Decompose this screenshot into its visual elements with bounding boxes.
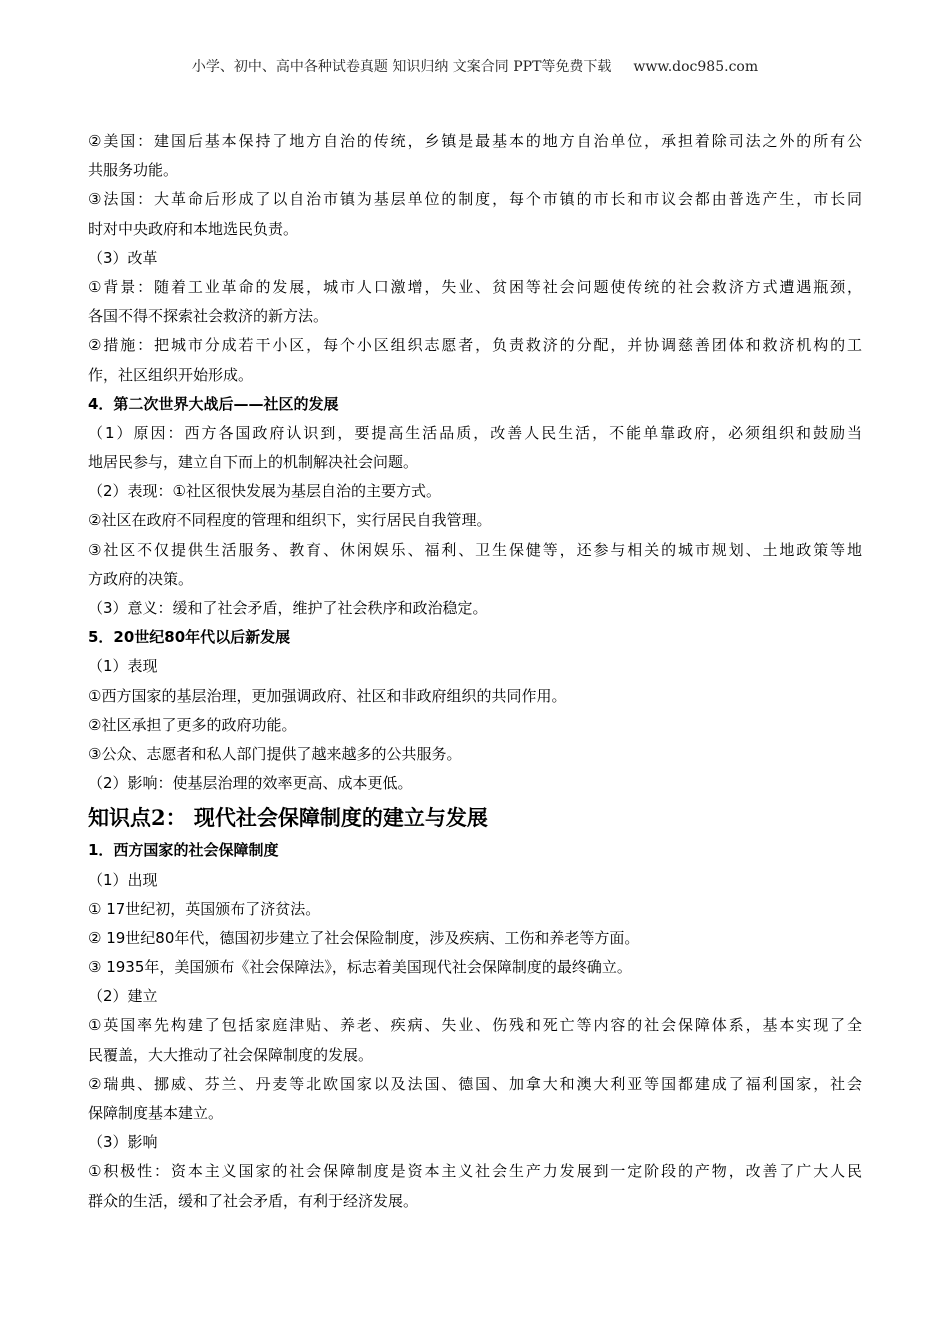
text-line: ①积极性：资本主义国家的社会保障制度是资本主义社会生产力发展到一定阶段的产物，改善了广大人民 (88, 1162, 862, 1181)
heading-line: 5．20世纪80年代以后新发展 (88, 628, 291, 647)
text-line: 各国不得不探索社会救济的新方法。 (88, 307, 329, 326)
text-line: ③公众、志愿者和私人部门提供了越来越多的公共服务。 (88, 744, 462, 763)
text-line: （3）意义：缓和了社会矛盾，维护了社会秩序和政治稳定。 (88, 599, 488, 617)
heading-line: 4．第二次世界大战后——社区的发展 (88, 394, 339, 413)
text-line: 方政府的决策。 (88, 569, 194, 588)
section-title: 知识点2： 现代社会保障制度的建立与发展 (88, 805, 488, 831)
page-header (0, 56, 950, 76)
text-line: 作，社区组织开始形成。 (88, 365, 254, 384)
section-community-text (88, 127, 862, 798)
text-line: ③ 1935年，美国颁布《社会保障法》，标志着美国现代社会保障制度的最终确立。 (88, 958, 632, 977)
section-social-security-text (88, 836, 862, 1215)
text-line: （2）影响：使基层治理的效率更高、成本更低。 (88, 774, 413, 793)
text-line: 民覆盖，大大推动了社会保障制度的发展。 (88, 1045, 374, 1064)
document-body (88, 127, 862, 1216)
text-line: ①西方国家的基层治理，更加强调政府、社区和非政府组织的共同作用。 (88, 686, 567, 705)
text-line: ②美国：建国后基本保持了地方自治的传统，乡镇是最基本的地方自治单位，承担着除司法之外的所有公 (88, 132, 862, 150)
text-line: ②社区承担了更多的政府功能。 (88, 715, 297, 734)
text-line: （1）表现 (88, 657, 158, 676)
header-text: 小学、初中、高中各种试卷真题 知识归纳 文案合同 PPT等免费下载 (191, 59, 612, 75)
text-line: （1）原因：西方各国政府认识到，要提高生活品质，改善人民生活，不能单靠政府，必须组织和鼓励当 (88, 423, 862, 442)
text-line: （3）影响 (88, 1133, 158, 1152)
text-line: 保障制度基本建立。 (88, 1104, 224, 1122)
text-line: （2）表现：①社区很快发展为基层自治的主要方式。 (88, 482, 441, 501)
heading-line: 1．西方国家的社会保障制度 (88, 841, 279, 860)
text-line: 时对中央政府和本地选民负责。 (88, 219, 299, 238)
text-line: ② 19世纪80年代，德国初步建立了社会保险制度，涉及疾病、工伤和养老等方面。 (88, 928, 640, 947)
text-line: ②措施：把城市分成若干小区，每个小区组织志愿者，负责救济的分配，并协调慈善团体和救济机构的工 (88, 336, 862, 355)
text-line: 共服务功能。 (88, 161, 179, 180)
text-line: ①背景：随着工业革命的发展，城市人口激增，失业、贫困等社会问题使传统的社会救济方式遭遇瓶颈， (88, 277, 862, 296)
text-line: ②瑞典、挪威、芬兰、丹麦等北欧国家以及法国、德国、加拿大和澳大利亚等国都建成了福利国家，社会 (88, 1074, 862, 1093)
text-line: （2）建立 (88, 987, 158, 1006)
text-line: ③法国：大革命后形成了以自治市镇为基层单位的制度，每个市镇的市长和市议会都由普选产生，市长同 (88, 190, 862, 209)
text-line: 地居民参与，建立自下而上的机制解决社会问题。 (88, 453, 419, 472)
text-line: ③社区不仅提供生活服务、教育、休闲娱乐、福利、卫生保健等，还参与相关的城市规划、土地政策等地 (88, 540, 862, 559)
text-line: ① 17世纪初，英国颁布了济贫法。 (88, 899, 321, 918)
text-line: （1）出现 (88, 870, 158, 889)
text-line: ②社区在政府不同程度的管理和组织下，实行居民自我管理。 (88, 511, 492, 530)
text-line: ①英国率先构建了包括家庭津贴、养老、疾病、失业、伤残和死亡等内容的社会保障体系，基本实现了全 (88, 1016, 862, 1035)
text-line: 群众的生活，缓和了社会矛盾，有利于经济发展。 (88, 1191, 419, 1210)
text-line: （3）改革 (88, 248, 158, 267)
header-url[interactable]: www.doc985.com (633, 59, 759, 75)
